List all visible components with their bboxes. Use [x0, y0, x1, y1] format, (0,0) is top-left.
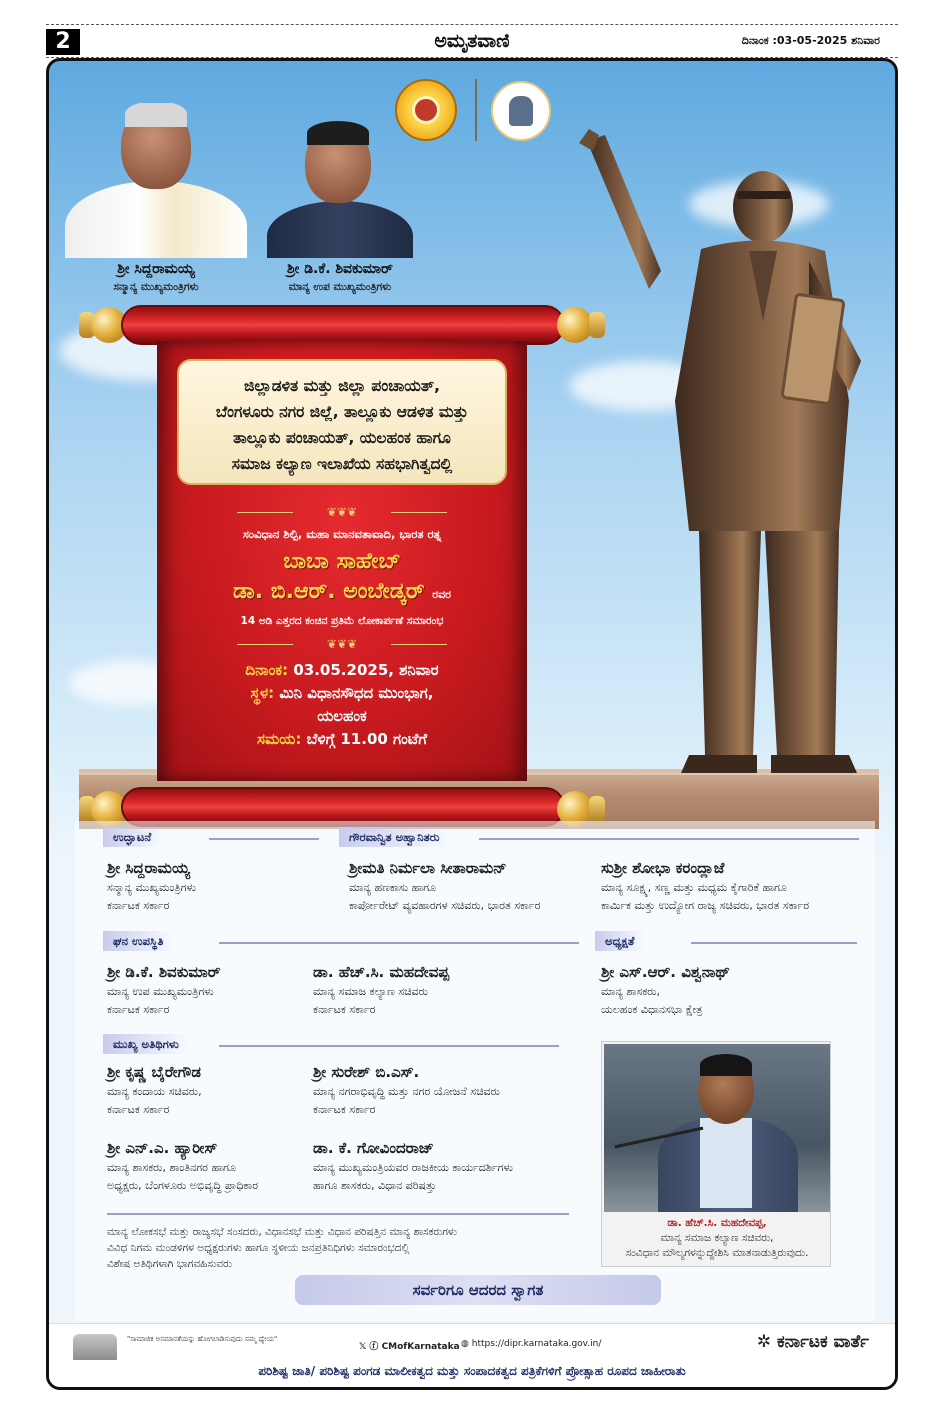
person-name: ಡಾ. ಹೆಚ್.ಸಿ. ಮಹದೇವಪ್ಪ — [313, 963, 450, 981]
social-handle-text: CMofKarnataka — [381, 1342, 460, 1352]
event-date — [157, 659, 527, 682]
scroll-knob-cap — [589, 796, 605, 822]
advertisement — [46, 58, 898, 1390]
advertisement-notice: ಪರಿಶಿಷ್ಟ ಜಾತಿ/ ಪರಿಶಿಷ್ಟ ಪಂಗಡ ಮಾಲೀಕತ್ವದ ಮತ್ತು ಸಂಪಾದಕತ್ವದ ಪತ್ರಿಕೆಗಳಿಗೆ ಪ್ರೋತ್ಸಾಹ ರೂಪದ ಜಾಹೀರಾತು — [258, 1364, 686, 1378]
section-rule — [219, 942, 579, 944]
person-role: ಅಧ್ಯಕ್ಷರು, ಬೆಂಗಳೂರು ಅಭಿವೃದ್ಧಿ ಪ್ರಾಧಿಕಾರ — [107, 1179, 259, 1192]
section-rule — [691, 942, 857, 944]
person-role: ಮಾನ್ಯ ಶಾಸಕರು, ಶಾಂತಿನಗರ ಹಾಗೂ — [107, 1161, 236, 1174]
organizer-line: ಸಮಾಜ ಕಲ್ಯಾಣ ಇಲಾಖೆಯ ಸಹಭಾಗಿತ್ವದಲ್ಲಿ — [231, 455, 453, 473]
person-role: ಕರ್ನಾಟಕ ಸರ್ಕಾರ — [107, 1103, 170, 1116]
person-role: ಮಾನ್ಯ ಸಮಾಜ ಕಲ್ಯಾಣ ಸಚಿವರು — [313, 985, 428, 998]
honoree-name-line1: ಬಾಬಾ ಸಾಹೇಬ್ — [283, 549, 401, 574]
caption-name: ಡಾ. ಹೆಚ್.ಸಿ. ಮಹದೇವಪ್ಪ, — [667, 1217, 767, 1229]
website-url: https://dipr.karnataka.gov.in/ — [471, 1339, 602, 1349]
person-role: ಮಾನ್ಯ ಉಪ ಮುಖ್ಯಮಂತ್ರಿಗಳು — [107, 985, 214, 998]
scroll-top-rod — [121, 305, 565, 345]
event-time — [157, 728, 527, 751]
person-role: ಕರ್ನಾಟಕ ಸರ್ಕಾರ — [107, 1003, 170, 1016]
time-value: ಬೆಳಿಗ್ಗೆ 11.00 ಗಂಟೆಗೆ — [306, 730, 427, 748]
honoree-name: ಡಾ. ಬಿ.ಆರ್. ಅಂಬೇಡ್ಕರ್ — [233, 579, 425, 604]
newspaper-name: ಅಮೃತವಾಣಿ — [434, 30, 510, 52]
caption-line: ಸಂವಿಧಾನ ಮೌಲ್ಯಗಳನ್ನುದ್ದೇಶಿಸಿ ಮಾತನಾಡುತ್ತಿರುವುದು. — [625, 1247, 809, 1259]
honoree-suffix: ರವರ — [432, 588, 451, 601]
minister-photo-image — [604, 1044, 830, 1212]
organizer-line: ತಾಲ್ಲೂಕು ಪಂಚಾಯತ್, ಯಲಹಂಕ ಹಾಗೂ — [233, 429, 451, 447]
section-rule — [107, 1213, 569, 1215]
person-role: ಮಾನ್ಯ ನಗರಾಭಿವೃದ್ಧಿ ಮತ್ತು ನಗರ ಯೋಜನೆ ಸಚಿವರು — [313, 1085, 500, 1098]
person-name: ಡಾ. ಕೆ. ಗೋವಿಂದರಾಜ್ — [313, 1139, 434, 1157]
section-label-presidency: ಅಧ್ಯಕ್ಷತೆ — [595, 931, 644, 951]
leader-name: ಶ್ರೀ ಡಿ.ಕೆ. ಶಿವಕುಮಾರ್ — [287, 261, 393, 277]
deputy-chief-minister-portrait — [267, 121, 413, 258]
venue-label: ಸ್ಥಳ: — [250, 684, 275, 702]
person-role: ಮಾನ್ಯ ಶಾಸಕರು, — [601, 985, 660, 998]
person-role: ಕಾರ್ಮಿಕ ಮತ್ತು ಉದ್ಯೋಗ ರಾಜ್ಯ ಸಚಿವರು, ಭಾರತ ಸರ್ಕಾರ — [601, 899, 810, 912]
chief-guest — [107, 1137, 258, 1195]
presence-dignitary — [107, 961, 221, 1019]
minister-photo — [601, 1041, 831, 1267]
person-name: ಶ್ರೀ ಎಸ್.ಆರ್. ವಿಶ್ವನಾಥ್ — [601, 963, 730, 981]
chief-minister-portrait — [65, 103, 247, 258]
caption-line: ಮಾನ್ಯ ಸಮಾಜ ಕಲ್ಯಾಣ ಸಚಿವರು, — [660, 1232, 774, 1244]
person-name: ಶ್ರೀ ಡಿ.ಕೆ. ಶಿವಕುಮಾರ್ — [107, 963, 221, 981]
chief-guest — [313, 1061, 500, 1119]
chief-guest — [107, 1061, 202, 1119]
person-name: ಶ್ರೀ ಸಿದ್ದರಾಮಯ್ಯ — [107, 859, 191, 877]
person-name: ಶ್ರೀಮತಿ ನಿರ್ಮಲಾ ಸೀತಾರಾಮನ್ — [349, 859, 507, 877]
facebook-icon: ⓕ — [369, 1342, 379, 1352]
person-role: ಮಾನ್ಯ ಕಂದಾಯ ಸಚಿವರು, — [107, 1085, 202, 1098]
inaugurator — [107, 857, 196, 915]
footer-quote: "ಸಾಮಾಜಿಕ ಅಸಮಾನತೆಯನ್ನು ಹೋಗಲಾಡಿಸುವುದು ನಮ್ಮ ಧ್ಯೇಯ" — [127, 1335, 278, 1343]
ornament-divider: ❦❦❦ — [267, 505, 417, 519]
issue-date: ದಿನಾಂಕ :03-05-2025 ಶನಿವಾರ — [741, 34, 880, 47]
section-rule — [209, 838, 319, 840]
person-name: ಸುಶ್ರೀ ಶೋಭಾ ಕರಂದ್ಲಾಜೆ — [601, 859, 725, 877]
person-role: ಕಾರ್ಪೋರೇಟ್ ವ್ಯವಹಾರಗಳ ಸಚಿವರು, ಭಾರತ ಸರ್ಕಾರ — [349, 899, 541, 912]
website-link[interactable] — [461, 1339, 601, 1349]
person-role: ಸನ್ಮಾನ್ಯ ಮುಖ್ಯಮಂತ್ರಿಗಳು — [107, 881, 196, 894]
honoree-name-line2 — [157, 579, 527, 604]
page-number: 2 — [46, 29, 80, 55]
person-name: ಶ್ರೀ ಸುರೇಶ್ ಬಿ.ಎಸ್. — [313, 1063, 420, 1081]
welcome-banner: ಸರ್ವರಿಗೂ ಆದರದ ಸ್ವಾಗತ — [295, 1275, 661, 1305]
scroll-knob-cap — [589, 312, 605, 338]
presence-dignitary — [313, 961, 449, 1019]
event-description: 14 ಅಡಿ ಎತ್ತರದ ಕಂಚಿನ ಪ್ರತಿಮೆ ಲೋಕಾರ್ಪಣೆ ಸಮಾರಂಭ — [240, 615, 444, 627]
venue-value: ಮಿನಿ ವಿಧಾನಸೌಧದ ಮುಂಭಾಗ, — [279, 684, 434, 702]
chief-guest — [313, 1137, 513, 1195]
logo-divider — [475, 79, 477, 141]
social-handle[interactable] — [359, 1339, 460, 1352]
ornament-divider: ❦❦❦ — [267, 637, 417, 651]
person-role: ಯಲಹಂಕ ವಿಧಾನಸಭಾ ಕ್ಷೇತ್ರ — [601, 1003, 703, 1016]
leader-role: ಸನ್ಮಾನ್ಯ ಮುಖ್ಯಮಂತ್ರಿಗಳು — [113, 281, 199, 293]
date-label: ದಿನಾಂಕ: — [245, 661, 289, 679]
person-role: ಮಾನ್ಯ ಸೂಕ್ಷ್ಮ, ಸಣ್ಣ ಮತ್ತು ಮಧ್ಯಮ ಕೈಗಾರಿಕೆ ಹಾಗೂ — [601, 881, 787, 894]
note-line: ಮಾನ್ಯ ಲೋಕಸಭೆ ಮತ್ತು ರಾಜ್ಯಸಭೆ ಸಂಸದರು, ವಿಧಾನಸಭೆ ಮತ್ತು ವಿಧಾನ ಪರಿಷತ್ತಿನ ಮಾನ್ಯ ಶಾಸಕರುಗಳು — [107, 1226, 457, 1238]
event-venue — [157, 682, 527, 705]
leader-name: ಶ್ರೀ ಸಿದ್ದರಾಮಯ್ಯ — [117, 261, 195, 277]
globe-icon: ◍ — [461, 1339, 469, 1349]
scroll-knob — [557, 307, 593, 343]
section-label-chief-guests: ಮುಖ್ಯ ಅತಿಥಿಗಳು — [103, 1034, 189, 1054]
person-role: ಹಾಗೂ ಶಾಸಕರು, ವಿಧಾನ ಪರಿಷತ್ತು — [313, 1179, 437, 1192]
person-role: ಮಾನ್ಯ ಮುಖ್ಯಮಂತ್ರಿಯವರ ರಾಜಕೀಯ ಕಾರ್ಯದರ್ಶಿಗಳು — [313, 1161, 513, 1174]
person-role: ಮಾನ್ಯ ಹಣಕಾಸು ಹಾಗೂ — [349, 881, 437, 894]
note-line: ವಿಶೇಷ ಅತಿಥಿಗಳಾಗಿ ಭಾಗವಹಿಸುವರು — [107, 1258, 232, 1270]
photo-caption — [602, 1216, 832, 1261]
guest-of-honour — [601, 857, 809, 915]
date-value: 03.05.2025, ಶನಿವಾರ — [293, 661, 439, 679]
leader-role: ಮಾನ್ಯ ಉಪ ಮುಖ್ಯಮಂತ್ರಿಗಳು — [288, 281, 392, 293]
person-role: ಕರ್ನಾಟಕ ಸರ್ಕಾರ — [107, 899, 170, 912]
section-label-presence: ಘನ ಉಪಸ್ಥಿತಿ — [103, 931, 173, 951]
brand-text: ಕರ್ನಾಟಕ ವಾರ್ತೆ — [777, 1332, 869, 1352]
section-rule — [219, 1045, 559, 1047]
person-role: ಕರ್ನಾಟಕ ಸರ್ಕಾರ — [313, 1003, 376, 1016]
person-name: ಶ್ರೀ ಎನ್.ಎ. ಹ್ಯಾರೀಸ್ — [107, 1139, 218, 1157]
note-line: ವಿವಿಧ ನಿಗಮ ಮಂಡಳಿಗಳ ಅಧ್ಯಕ್ಷರುಗಳು ಹಾಗೂ ಸ್ಥಳೀಯ ಜನಪ್ರತಿನಿಧಿಗಳು ಸಮಾರಂಭದಲ್ಲಿ — [107, 1242, 410, 1254]
constitution-logo — [491, 81, 551, 141]
cloud — [689, 181, 829, 227]
x-icon: 𝕏 — [359, 1342, 367, 1352]
section-label-guests: ಗೌರವಾನ್ವಿತ ಅಹ್ವಾನಿತರು — [339, 827, 449, 847]
person-role: ಕರ್ನಾಟಕ ಸರ್ಕಾರ — [313, 1103, 376, 1116]
organizer-line: ಜಿಲ್ಲಾಡಳಿತ ಮತ್ತು ಜಿಲ್ಲಾ ಪಂಚಾಯತ್, — [243, 377, 441, 395]
brand-icon: ✲ — [756, 1332, 772, 1352]
karnataka-varthe-brand — [757, 1332, 869, 1352]
person-name: ಶ್ರೀ ಕೃಷ್ಣ ಬೈರೇಗೌಡ — [107, 1063, 201, 1081]
logo-row — [395, 79, 555, 143]
tagline: ಸಂವಿಧಾನ ಶಿಲ್ಪಿ, ಮಹಾ ಮಾನವತಾವಾದಿ, ಭಾರತ ರತ್ನ — [242, 527, 442, 541]
president — [601, 961, 730, 1019]
section-label-inauguration: ಉದ್ಘಾಟನೆ — [103, 827, 161, 847]
ad-footer — [49, 1323, 895, 1390]
organizers-box — [177, 359, 507, 485]
guest-of-honour — [349, 857, 540, 915]
time-label: ಸಮಯ: — [257, 730, 302, 748]
newspaper-masthead — [46, 24, 898, 58]
cloud — [569, 361, 719, 411]
special-guests-note — [107, 1224, 587, 1272]
organizer-line: ಬೆಂಗಳೂರು ನಗರ ಜಿಲ್ಲೆ, ತಾಲ್ಲೂಕು ಆಡಳಿತ ಮತ್ತು — [215, 403, 469, 421]
section-rule — [479, 838, 859, 840]
vidhana-soudha-icon — [73, 1334, 117, 1360]
event-scroll — [157, 341, 527, 781]
event-venue-line2: ಯಲಹಂಕ — [317, 707, 367, 725]
